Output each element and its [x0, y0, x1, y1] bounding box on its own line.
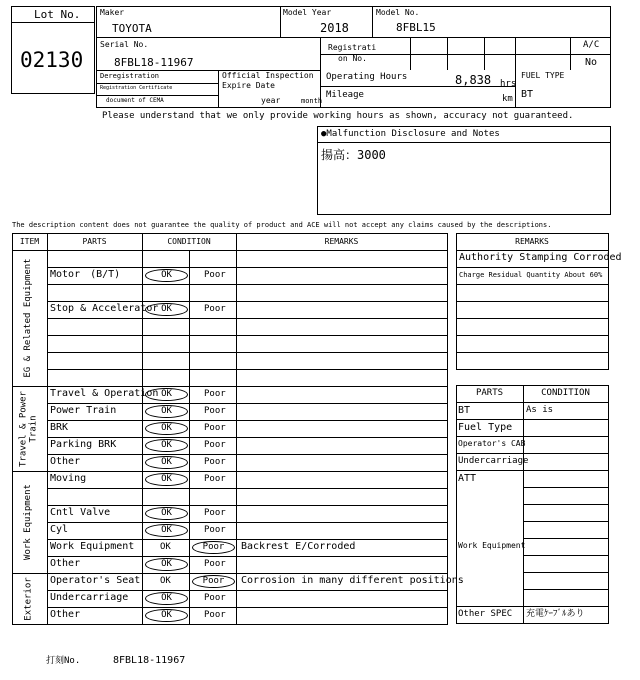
side-remarks-header: REMARKS — [515, 237, 549, 246]
reg-cert-label: Registration Certificate — [100, 85, 173, 91]
header-parts: PARTS — [82, 237, 107, 246]
part-label: Operator's Seat — [50, 575, 141, 586]
poor-option[interactable]: Poor — [204, 423, 226, 433]
fuel-type-label: FUEL TYPE — [521, 71, 565, 80]
model-year-value: 2018 — [320, 21, 349, 35]
side-part-label: ATT — [458, 473, 477, 484]
group-label — [19, 471, 39, 573]
hours-notice: Please understand that we only provide working hours as shown, accuracy not guaranteed. — [102, 111, 574, 121]
poor-option[interactable]: Poor — [204, 270, 226, 280]
remark-text: Backrest E/Corroded — [241, 541, 356, 552]
month-label: month — [301, 97, 323, 105]
lot-no-label: Lot No. — [34, 8, 81, 21]
group-label-text: Exterior — [23, 576, 34, 621]
header-condition: CONDITION — [167, 237, 211, 246]
lot-no-value: 02130 — [20, 48, 84, 72]
side-part-label: Work Equipment — [458, 541, 526, 550]
ok-option[interactable]: OK — [145, 422, 188, 435]
side-remark-line: Charge Residual Quantity About 60% — [459, 271, 603, 279]
part-label: Undercarriage — [50, 592, 129, 603]
part-label: Motor (B/T) — [50, 269, 121, 280]
side-part-label: Operator's CAB — [458, 439, 526, 448]
group-label-text: Work Equipment — [23, 484, 34, 560]
side-part-label: Other SPEC — [458, 609, 513, 619]
year-label: year — [261, 96, 281, 105]
serial-label: Serial No. — [100, 40, 149, 49]
header-item: ITEM — [19, 237, 40, 246]
group-label-text: Train — [28, 414, 38, 443]
side-part-condition: 充電ｹｰﾌﾞﾙあり — [526, 609, 585, 619]
model-no-value: 8FBL15 — [396, 21, 436, 34]
part-label: Other — [50, 456, 81, 467]
remark-text: Corrosion in many different positions — [241, 575, 464, 586]
ok-option[interactable]: OK — [145, 609, 188, 622]
ok-option[interactable]: OK — [145, 405, 188, 418]
group-label-text: EG & Related Equipment — [23, 258, 34, 378]
ok-option[interactable]: OK — [160, 576, 171, 586]
part-label: Parking BRK — [50, 439, 117, 450]
registration-label-1: Registrati — [328, 43, 377, 52]
part-label: BRK — [50, 422, 69, 433]
part-label: Cntl Valve — [50, 507, 111, 518]
poor-option[interactable]: Poor — [192, 541, 235, 554]
part-label: Other — [50, 558, 81, 569]
ok-option[interactable]: OK — [145, 439, 188, 452]
part-label: Stop & Accelerator — [50, 303, 159, 314]
serial-value: 8FBL18-11967 — [114, 56, 194, 69]
inspection-label-1: Official Inspection — [222, 71, 314, 80]
stamp-value: 8FBL18-11967 — [113, 655, 186, 666]
maker-value: TOYOTA — [112, 22, 152, 35]
group-label — [19, 386, 39, 471]
side-part-label: Undercarriage — [458, 456, 529, 466]
malfunction-box — [317, 126, 611, 215]
model-no-label: Model No. — [376, 8, 420, 17]
mileage-label: Mileage — [326, 90, 364, 100]
stamp-label: 打刻No. — [46, 656, 81, 666]
part-label: Other — [50, 609, 81, 620]
poor-option[interactable]: Poor — [204, 559, 226, 569]
poor-option[interactable]: Poor — [204, 440, 226, 450]
ac-label: A/C — [583, 40, 600, 50]
ok-option[interactable]: OK — [145, 388, 188, 401]
poor-option[interactable]: Poor — [204, 508, 226, 518]
ok-option[interactable]: OK — [145, 473, 188, 486]
disclaimer: The description content does not guarantee the quality of product and ACE will not accept any claims caused by the descriptions. — [12, 221, 552, 229]
poor-option[interactable]: Poor — [204, 610, 226, 620]
maker-label: Maker — [100, 8, 125, 17]
ok-option[interactable]: OK — [145, 592, 188, 605]
poor-option[interactable]: Poor — [204, 457, 226, 467]
deregistration-label: Deregistration — [100, 72, 160, 80]
model-year-label: Model Year — [283, 8, 332, 17]
ac-value: No — [585, 57, 598, 68]
operating-hours-value: 8,838 — [455, 73, 492, 87]
group-label — [19, 250, 39, 386]
group-label — [19, 573, 39, 624]
poor-option[interactable]: Poor — [204, 406, 226, 416]
malfunction-title: ●Malfunction Disclosure and Notes — [321, 129, 500, 139]
inspection-label-2: Expire Date — [222, 81, 275, 90]
registration-label-2: on No. — [338, 54, 367, 63]
group-label-text: Travel & Power — [18, 390, 29, 467]
poor-option[interactable]: Poor — [204, 474, 226, 484]
part-label: Work Equipment — [50, 541, 135, 552]
poor-option[interactable]: Poor — [204, 389, 226, 399]
ok-option[interactable]: OK — [145, 558, 188, 571]
poor-option[interactable]: Poor — [204, 304, 226, 314]
part-label: Travel & Operation — [50, 388, 159, 399]
poor-option[interactable]: Poor — [192, 575, 235, 588]
fuel-type-value: BT — [521, 89, 534, 100]
ok-option[interactable]: OK — [145, 524, 188, 537]
side-condition-header: CONDITION — [541, 388, 590, 398]
part-label: Power Train — [50, 405, 117, 416]
poor-option[interactable]: Poor — [204, 593, 226, 603]
side-part-label: BT — [458, 405, 471, 416]
hrs-unit: hrs — [500, 79, 517, 89]
side-remark-line: Authority Stamping Corroded — [459, 252, 622, 263]
side-part-label: Fuel Type — [458, 422, 513, 433]
side-parts-header: PARTS — [475, 388, 504, 398]
operating-hours-label: Operating Hours — [326, 72, 408, 82]
side-part-condition: As is — [526, 405, 554, 415]
malfunction-text: 揚高：3000 — [321, 148, 386, 162]
ok-option[interactable]: OK — [145, 456, 188, 469]
ok-option[interactable]: OK — [160, 542, 171, 552]
poor-option[interactable]: Poor — [204, 525, 226, 535]
cema-label: document of CEMA — [106, 97, 164, 104]
ok-option[interactable]: OK — [145, 507, 188, 520]
ok-option[interactable]: OK — [145, 269, 188, 282]
header-remarks: REMARKS — [324, 237, 359, 246]
km-unit: km — [502, 94, 513, 104]
part-label: Cyl — [50, 524, 69, 535]
ok-option[interactable]: OK — [145, 303, 188, 316]
part-label: Moving — [50, 473, 87, 484]
